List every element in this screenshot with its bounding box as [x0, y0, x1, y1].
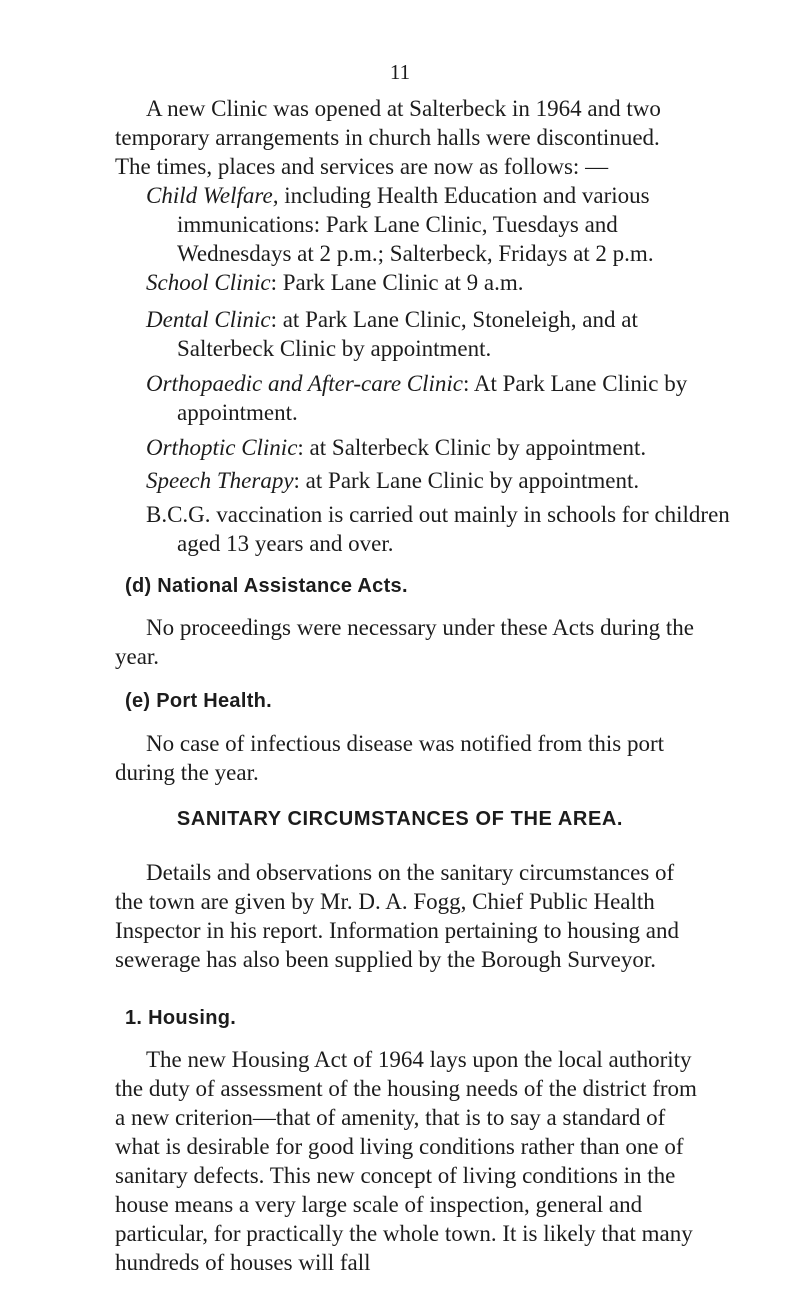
clinic-text: including Health Education and various immunications: Park Lane Clinic, Tuesdays and Wednesdays at 2 p.m.; Salterbeck, Fridays at 2 p.m. [177, 183, 654, 266]
intro-paragraph: A new Clinic was opened at Salterbeck in 1964 and two temporary arrangements in church halls were discontinued. The times, places and services are now as follows: — [115, 96, 661, 179]
section-e-heading: (e) Port Health. [125, 690, 273, 712]
clinic-entry-child-welfare [146, 181, 731, 268]
clinic-label: Orthopaedic and After-care Clinic [146, 371, 464, 396]
housing-heading: 1. Housing. [125, 1007, 237, 1029]
bcg-paragraph: B.C.G. vaccination is carried out mainly in schools for children aged 13 years and over. [146, 502, 730, 556]
clinic-label: Orthoptic Clinic [146, 435, 298, 460]
clinic-entry-dental [146, 305, 731, 363]
clinic-label: Child Welfare, [146, 183, 279, 208]
housing-text: The new Housing Act of 1964 lays upon the local authority the duty of assessment of the housing needs of the district from a new criterion—that of amenity, that is to say a standard of what is desirable for good living conditions rather than one of sanitary defects. This new concept of living conditions in the house means a very large scale of inspection, general and particular, for practically the whole town. It is likely that many hundreds of houses will fall [115, 1047, 697, 1275]
clinic-entry-speech [146, 466, 731, 495]
section-e-text: No case of infectious disease was notified from this port during the year. [115, 731, 665, 785]
section-d-heading: (d) National Assistance Acts. [125, 575, 408, 597]
clinic-label: Dental Clinic [146, 307, 271, 332]
clinic-text: : At Park Lane Clinic by appointment. [177, 371, 688, 425]
clinic-entry-school [146, 268, 731, 297]
clinic-text: : at Park Lane Clinic, Stoneleigh, and at Salterbeck Clinic by appointment. [177, 307, 638, 361]
sanitary-heading: SANITARY CIRCUMSTANCES OF THE AREA. [176, 808, 624, 830]
clinic-text: : at Salterbeck Clinic by appointment. [297, 435, 647, 460]
page-number: 11 [389, 60, 411, 84]
clinic-text: : Park Lane Clinic at 9 a.m. [270, 270, 524, 295]
clinic-text: : at Park Lane Clinic by appointment. [293, 468, 640, 493]
clinic-entry-orthoptic [146, 433, 731, 462]
section-d-text: No proceedings were necessary under these Acts during the year. [115, 615, 694, 669]
clinic-label: Speech Therapy [146, 468, 294, 493]
clinic-entry-orthopaedic [146, 369, 731, 427]
clinic-label: School Clinic [146, 270, 271, 295]
sanitary-text: Details and observations on the sanitary circumstances of the town are given by Mr. D. A. Fogg, Chief Public Health Inspector in his report. Information pertaining to housing and sewerage has also been supplied by the Borough Surveyor. [115, 860, 680, 972]
